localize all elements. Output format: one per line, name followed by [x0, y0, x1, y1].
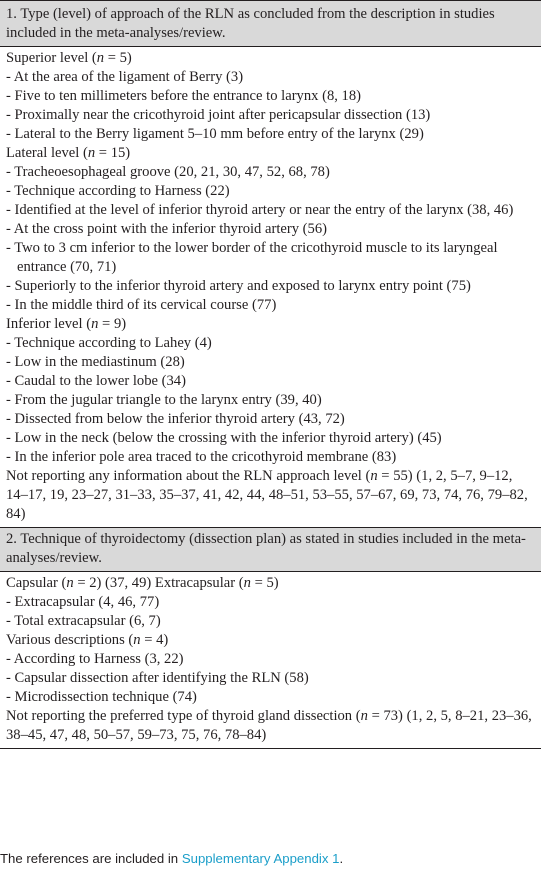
supplementary-appendix-link[interactable]: Supplementary Appendix 1	[181, 851, 340, 866]
section2-body	[0, 572, 541, 749]
list-item: - At the area of the ligament of Berry (3)	[6, 69, 244, 85]
list-item: - Caudal to the lower lobe (34)	[6, 373, 186, 389]
list-item: - Identified at the level of inferior thyroid artery or near the entry of the larynx (38, 46)	[6, 202, 514, 218]
group-heading: Superior level (n = 5)	[6, 50, 132, 66]
group-heading: Lateral level (n = 15)	[6, 145, 131, 161]
section2-header	[0, 527, 541, 572]
list-item: - Lateral to the Berry ligament 5–10 mm before entry of the larynx (29)	[6, 126, 424, 142]
list-item: - Low in the neck (below the crossing with the inferior thyroid artery) (45)	[6, 430, 442, 446]
list-item: - Superiorly to the inferior thyroid artery and exposed to larynx entry point (75)	[6, 278, 471, 294]
list-item: - Technique according to Harness (22)	[6, 183, 230, 199]
group-heading: Various descriptions (n = 4)	[6, 632, 169, 648]
section2-header-text: 2. Technique of thyroidectomy (dissection plan) as stated in studies included in the meta-analyses/review.	[6, 531, 526, 566]
list-item: - Extracapsular (4, 46, 77)	[6, 594, 160, 610]
section1-header	[0, 0, 541, 47]
list-item: - Two to 3 cm inferior to the lower border of the cricothyroid muscle to its laryngeal entrance (70, 71)	[6, 240, 498, 275]
footnote-prefix: The references are included in	[0, 851, 182, 866]
footnote	[0, 850, 542, 868]
list-item: - Microdissection technique (74)	[6, 689, 197, 705]
list-item: - Total extracapsular (6, 7)	[6, 613, 161, 629]
group-heading: Inferior level (n = 9)	[6, 316, 127, 332]
list-item: - Technique according to Lahey (4)	[6, 335, 212, 351]
list-item: - In the middle third of its cervical course (77)	[6, 297, 277, 313]
list-item: - Tracheoesophageal groove (20, 21, 30, 47, 52, 68, 78)	[6, 164, 330, 180]
group-heading: Capsular (n = 2) (37, 49) Extracapsular (n = 5)	[6, 575, 279, 591]
list-item: - Five to ten millimeters before the entrance to larynx (8, 18)	[6, 88, 361, 104]
footnote-suffix: .	[339, 851, 344, 866]
list-item: - From the jugular triangle to the larynx entry (39, 40)	[6, 392, 322, 408]
group-heading: Not reporting the preferred type of thyroid gland dissection (n = 73) (1, 2, 5, 8–21, 23–36, 38–45, 47, 48, 50–57, 59–73, 75, 76, 78–84)	[6, 708, 532, 743]
list-item: - Capsular dissection after identifying the RLN (58)	[6, 670, 309, 686]
list-item: - According to Harness (3, 22)	[6, 651, 184, 667]
list-item: - Dissected from below the inferior thyroid artery (43, 72)	[6, 411, 345, 427]
list-item: - In the inferior pole area traced to the cricothyroid membrane (83)	[6, 449, 397, 465]
list-item: - At the cross point with the inferior thyroid artery (56)	[6, 221, 327, 237]
section1-body	[0, 47, 541, 527]
list-item: - Low in the mediastinum (28)	[6, 354, 185, 370]
list-item: - Proximally near the cricothyroid joint after pericapsular dissection (13)	[6, 107, 431, 123]
group-heading: Not reporting any information about the RLN approach level (n = 55) (1, 2, 5–7, 9–12, 14–17, 19, 23–27, 31–33, 35–37, 41, 42, 44, 48–51, 53–55, 57–67, 69, 73, 74, 76, 79–82, 84)	[6, 468, 528, 522]
section1-header-text: 1. Type (level) of approach of the RLN as concluded from the description in studies included in the meta-analyses/review.	[6, 6, 495, 41]
